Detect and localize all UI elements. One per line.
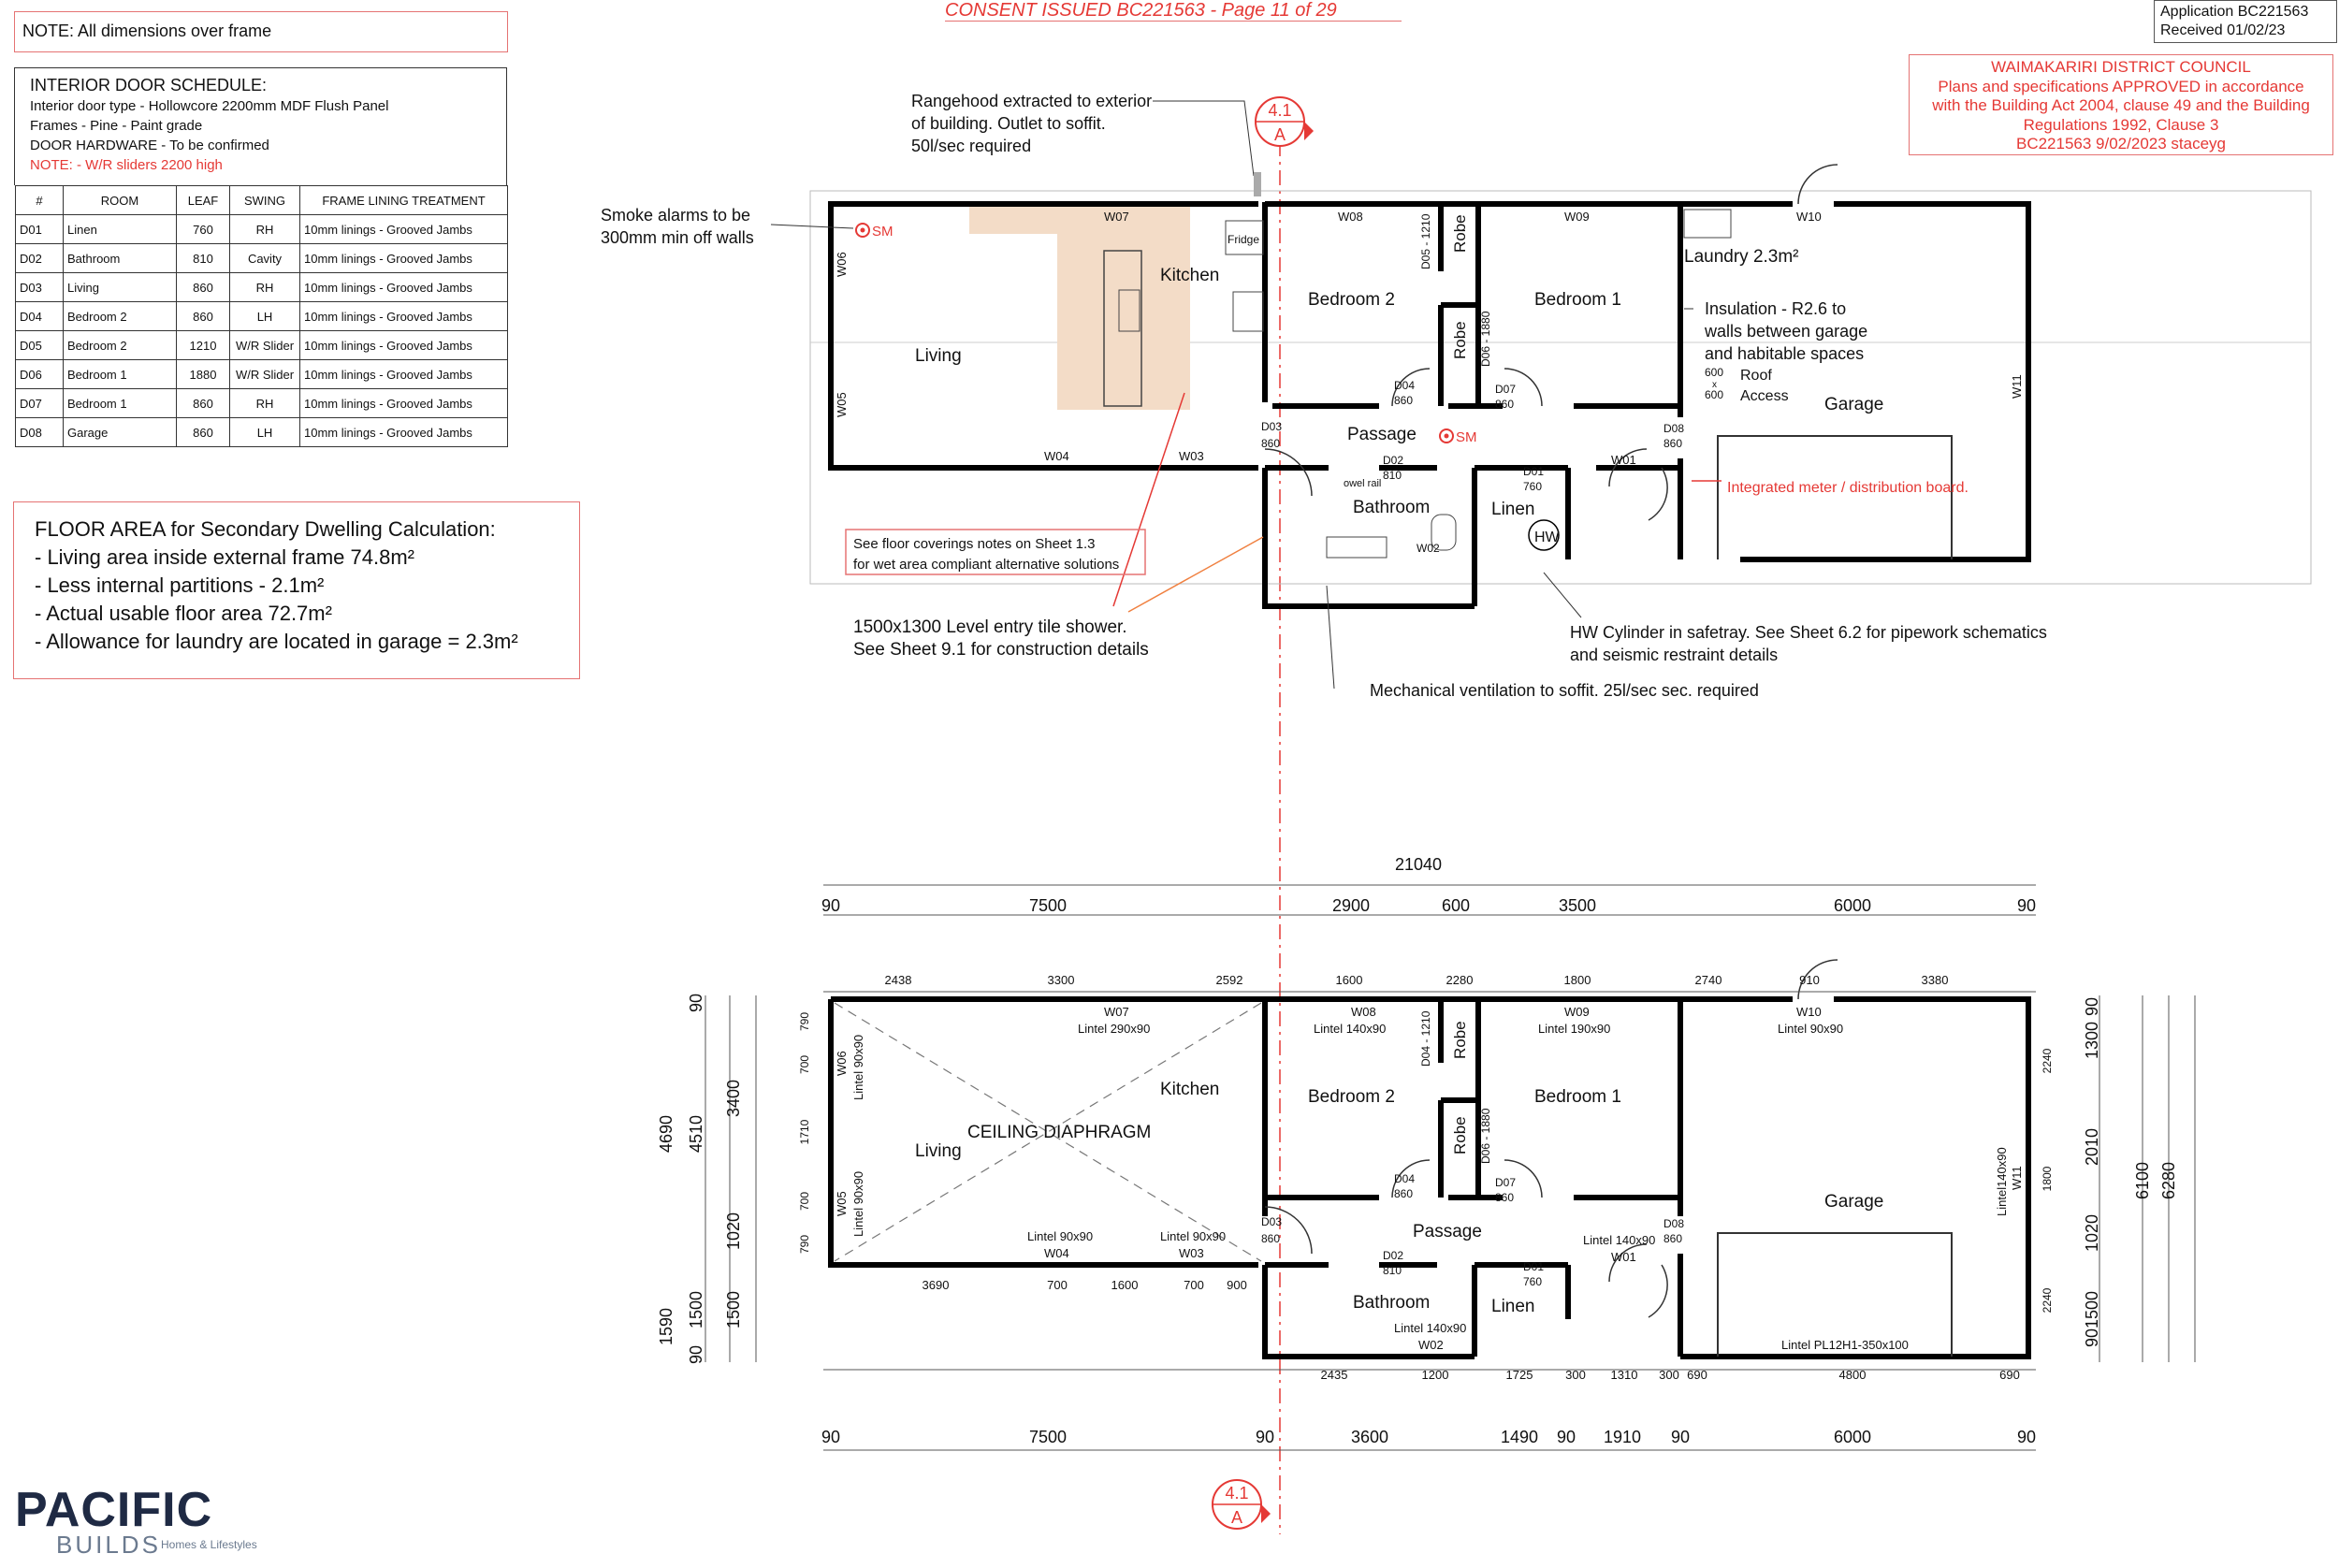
window-tag: W05 [835, 1191, 849, 1216]
dimension-value: 3600 [1350, 1428, 1389, 1446]
roof-outline [810, 191, 2311, 584]
door-tag: 860 [1495, 1191, 1515, 1204]
dimension-value: 700 [1184, 1278, 1204, 1292]
leader-orange [1128, 537, 1263, 612]
stair-shading [1057, 234, 1190, 410]
cell: 760 [177, 215, 230, 244]
cell: 10mm linings - Grooved Jambs [300, 273, 508, 302]
door-tag: D04 - 1210 [1419, 1010, 1432, 1067]
door-tag: D08 [1663, 422, 1685, 435]
dimension-value: 2240 [2041, 1048, 2054, 1074]
dimension-value: 90 [2083, 996, 2101, 1017]
rangehood-note: Rangehood extracted to exterior [911, 92, 1153, 110]
hw-label: HW [1534, 530, 1560, 545]
cell: W/R Slider [230, 360, 300, 389]
lintel-tag: Lintel 90x90 [1778, 1022, 1844, 1036]
cell: Bedroom 2 [64, 302, 177, 331]
dimension-value: 6280 [2159, 1161, 2178, 1200]
dimension-value: 2900 [1331, 896, 1371, 915]
room-label-robe: Robe [1451, 321, 1469, 359]
insulation-note: and habitable spaces [1705, 344, 1865, 363]
dimension-value: 3500 [1558, 896, 1597, 915]
window-tag: W02 [1418, 1338, 1444, 1352]
dimension-value: 700 [798, 1191, 811, 1212]
window-tag: W04 [1044, 1246, 1069, 1260]
window-tag: W01 [1611, 453, 1636, 467]
room-label-bathroom: Bathroom [1353, 1293, 1431, 1313]
dimension-value: 90 [2083, 1328, 2101, 1348]
floor-area-line: - Actual usable floor area 72.7m² [35, 602, 332, 625]
door-swing [1798, 165, 1838, 204]
floor-area-line: - Living area inside external frame 74.8m² [35, 545, 414, 569]
cell: D07 [16, 389, 64, 418]
section-letter: A [1273, 125, 1286, 144]
room-label-robe: Robe [1451, 1021, 1469, 1059]
room-label-linen: Linen [1491, 1297, 1535, 1316]
smoke-alarm-icon [1445, 434, 1449, 439]
dimension-total: 21040 [1394, 855, 1443, 874]
floor-area-title: FLOOR AREA for Secondary Dwelling Calculation: [35, 517, 496, 541]
cell: 860 [177, 273, 230, 302]
door-tag: D02 [1383, 1249, 1404, 1262]
door-tag: 860 [1495, 398, 1515, 411]
lintel-tag: Lintel 190x90 [1538, 1022, 1611, 1036]
dimension-value: 1500 [724, 1290, 743, 1329]
section-letter: A [1230, 1508, 1243, 1527]
cell: Bedroom 2 [64, 331, 177, 360]
dimension-value: 90 [821, 1428, 841, 1446]
cell: 10mm linings - Grooved Jambs [300, 244, 508, 273]
cell: D02 [16, 244, 64, 273]
hw-note: HW Cylinder in safetray. See Sheet 6.2 for pipework schematics [1570, 623, 2047, 642]
dimension-value: 4510 [687, 1114, 705, 1154]
insulation-note: Insulation - R2.6 to [1705, 299, 1847, 318]
cell: Garage [64, 418, 177, 447]
room-label-kitchen: Kitchen [1160, 266, 1220, 285]
lintel-tag: Lintel 90x90 [1027, 1229, 1094, 1243]
cell: 10mm linings - Grooved Jambs [300, 215, 508, 244]
logo-word-pacific: PACIFIC [15, 1483, 213, 1537]
room-label-garage: Garage [1824, 1192, 1884, 1212]
cell: 860 [177, 302, 230, 331]
door-tag: 860 [1663, 1232, 1683, 1245]
dimension-value: 690 [1687, 1368, 1707, 1382]
door-tag: D06 - 1880 [1479, 311, 1492, 367]
room-label-passage: Passage [1347, 425, 1416, 444]
window-tag: W09 [1564, 1005, 1590, 1019]
door-tag: D04 [1394, 379, 1416, 392]
floor-coverings-note: See floor coverings notes on Sheet 1.3 [853, 536, 1096, 552]
cell: W/R Slider [230, 331, 300, 360]
dimension-value: 90 [687, 993, 705, 1013]
lintel-tag: Lintel 290x90 [1078, 1022, 1151, 1036]
stamp-line: Plans and specifications APPROVED in accordance [1938, 77, 2304, 95]
door-tag: D05 - 1210 [1419, 213, 1432, 269]
window-tag: W07 [1104, 210, 1129, 224]
vanity-icon [1327, 537, 1387, 558]
roof-access-note: Roof [1740, 368, 1772, 384]
floor-coverings-note: for wet area compliant alternative solutions [853, 557, 1120, 573]
room-label-bedroom1: Bedroom 1 [1534, 290, 1621, 310]
dimension-value: 2240 [2041, 1287, 2054, 1314]
section-marker-bottom [1213, 1480, 1271, 1529]
window-tag: W04 [1044, 449, 1069, 463]
door-schedule-note: NOTE: - W/R sliders 2200 high [30, 157, 223, 173]
dimension-value: 90 [1255, 1428, 1275, 1446]
mech-vent-note: Mechanical ventilation to soffit. 25l/sec sec. required [1370, 681, 1759, 700]
door-swing [1649, 1265, 1667, 1317]
dimension-value: 2438 [884, 973, 912, 987]
door-tag: D04 [1394, 1172, 1416, 1185]
lintel-tag: Lintel 140x90 [1314, 1022, 1387, 1036]
lintel-tag: Lintel 90x90 [1160, 1229, 1227, 1243]
dimension-value: 1600 [1335, 973, 1363, 987]
towel-rail-label: owel rail [1344, 478, 1382, 489]
window-tag: W01 [1611, 1250, 1636, 1264]
window-tag: W10 [1796, 1005, 1822, 1019]
window-tag: W07 [1104, 1005, 1129, 1019]
dimension-value: 90 [2016, 896, 2037, 915]
dimension-value: 600 [1441, 896, 1471, 915]
note-text: NOTE: All dimensions over frame [22, 22, 272, 40]
cell: 860 [177, 418, 230, 447]
cell: D04 [16, 302, 64, 331]
window-tag: W06 [835, 1051, 849, 1076]
dimension-value: 1020 [724, 1212, 743, 1251]
window-tag: W08 [1338, 210, 1363, 224]
stamp-line: WAIMAKARIRI DISTRICT COUNCIL [1991, 58, 2251, 76]
wall [831, 204, 1258, 468]
dimension-value: 4800 [1838, 1368, 1867, 1382]
dimension-value: 6100 [2133, 1161, 2152, 1200]
cell: D05 [16, 331, 64, 360]
window-tag: W06 [835, 252, 849, 277]
application-received: Received 01/02/23 [2160, 22, 2286, 38]
dimension-value: 1020 [2083, 1213, 2101, 1253]
dimension-value: 1600 [1111, 1278, 1139, 1292]
leader [771, 225, 853, 228]
room-label-robe: Robe [1451, 1116, 1469, 1154]
dimension-value: 1910 [1603, 1428, 1642, 1446]
shower-note: 1500x1300 Level entry tile shower. [853, 617, 1127, 637]
wall [1680, 999, 2028, 1357]
cell: 10mm linings - Grooved Jambs [300, 389, 508, 418]
cell: RH [230, 389, 300, 418]
stamp-line: BC221563 9/02/2023 staceyg [2015, 135, 2226, 152]
smoke-alarm-label: SM [1456, 429, 1477, 445]
meter-note: Integrated meter / distribution board. [1727, 480, 1969, 496]
leader [1327, 586, 1334, 689]
cell: 1210 [177, 331, 230, 360]
room-label-living: Living [915, 346, 962, 366]
section-number: 4.1 [1268, 101, 1292, 120]
door-tag: D07 [1495, 383, 1517, 396]
roof-access-size: 600 [1705, 366, 1724, 379]
door-tag: 860 [1261, 1232, 1281, 1245]
cell: D01 [16, 215, 64, 244]
door-tag: 810 [1383, 469, 1402, 482]
room-label-bathroom: Bathroom [1353, 498, 1431, 517]
room-label-bedroom1: Bedroom 1 [1534, 1087, 1621, 1107]
door-tag: 760 [1523, 480, 1543, 493]
smoke-note: Smoke alarms to be [601, 206, 751, 225]
door-schedule-title: INTERIOR DOOR SCHEDULE: [30, 76, 268, 94]
door-tag: 860 [1394, 394, 1414, 407]
room-label-living: Living [915, 1141, 962, 1161]
room-label-passage: Passage [1413, 1222, 1482, 1241]
col-header: ROOM [64, 186, 177, 215]
dimension-value: 1800 [2041, 1166, 2054, 1192]
door-schedule-line: Frames - Pine - Paint grade [30, 118, 203, 134]
lintel-tag: Lintel 90x90 [851, 1034, 865, 1100]
cell: Living [64, 273, 177, 302]
window-tag: W03 [1179, 1246, 1204, 1260]
dimension-value: 1500 [687, 1290, 705, 1329]
dimension-value: 2592 [1215, 973, 1243, 987]
leader [1153, 101, 1254, 176]
door-tag: 810 [1383, 1264, 1402, 1277]
window-tag: W03 [1179, 449, 1204, 463]
leader [1544, 573, 1581, 617]
door-tag: D07 [1495, 1176, 1517, 1189]
dimension-value: 3690 [922, 1278, 950, 1292]
door-tag: 860 [1261, 437, 1281, 450]
dimension-value: 790 [798, 1011, 811, 1032]
cell: Cavity [230, 244, 300, 273]
cell: Bedroom 1 [64, 389, 177, 418]
cell: 10mm linings - Grooved Jambs [300, 418, 508, 447]
room-label-bedroom2: Bedroom 2 [1308, 290, 1395, 310]
smoke-note: 300mm min off walls [601, 228, 754, 247]
door-schedule-line: Interior door type - Hollowcore 2200mm MDF Flush Panel [30, 98, 389, 114]
stamp-line: with the Building Act 2004, clause 49 and the Building [1932, 96, 2310, 114]
door-swing [1265, 1207, 1312, 1254]
upper-floor-plan [771, 97, 2311, 689]
laundry-tub-icon [1684, 210, 1731, 238]
fridge-label: Fridge [1228, 233, 1260, 246]
door-tag: D03 [1261, 420, 1283, 433]
cell: Bathroom [64, 244, 177, 273]
dimension-value: 1800 [1563, 973, 1591, 987]
rangehood-note: 50l/sec required [911, 137, 1032, 155]
door-swing [1649, 468, 1667, 520]
dimension-value: 2435 [1320, 1368, 1348, 1382]
lintel-tag: Lintel 140x90 [1583, 1233, 1656, 1247]
cell: 10mm linings - Grooved Jambs [300, 302, 508, 331]
window-tag: W11 [2010, 1166, 2024, 1190]
door-swing [1265, 449, 1312, 496]
room-label-kitchen: Kitchen [1160, 1080, 1220, 1099]
dimension-value: 3300 [1047, 973, 1075, 987]
dimension-value: 7500 [1028, 1428, 1068, 1446]
dimension-value: 90 [2016, 1428, 2037, 1446]
dimension-value: 1310 [1610, 1368, 1638, 1382]
stair-shading [969, 206, 1190, 234]
dimension-value: 700 [1047, 1278, 1068, 1292]
lintel-tag: Lintel PL12H1-350x100 [1781, 1338, 1909, 1352]
cell: LH [230, 302, 300, 331]
dimension-value: 690 [1999, 1368, 2020, 1382]
cell: 10mm linings - Grooved Jambs [300, 360, 508, 389]
smoke-alarm-label: SM [872, 224, 893, 240]
col-header: FRAME LINING TREATMENT [300, 186, 508, 215]
cell: Bedroom 1 [64, 360, 177, 389]
floor-area-line: - Less internal partitions - 2.1m² [35, 573, 325, 597]
dimension-value: 6000 [1833, 896, 1872, 915]
door-tag: D02 [1383, 454, 1404, 467]
dimension-lines [705, 885, 2195, 1450]
dimension-value: 3400 [724, 1079, 743, 1118]
application-number: Application BC221563 [2160, 4, 2309, 20]
consent-banner: CONSENT ISSUED BC221563 - Page 11 of 29 [945, 0, 1337, 21]
window-tag: W10 [1796, 210, 1822, 224]
cell: D03 [16, 273, 64, 302]
ceiling-diaphragm-label: CEILING DIAPHRAGM [967, 1123, 1152, 1142]
window-tag: W02 [1416, 542, 1440, 555]
door-tag: 860 [1394, 1187, 1414, 1200]
cell: 10mm linings - Grooved Jambs [300, 331, 508, 360]
room-label-laundry: Laundry 2.3m² [1684, 247, 1799, 267]
dimension-value: 1200 [1421, 1368, 1449, 1382]
door-tag: D06 - 1880 [1479, 1108, 1492, 1164]
window-tag: W08 [1351, 1005, 1376, 1019]
dimension-value: 2740 [1694, 973, 1722, 987]
lintel-tag: Lintel140x90 [1995, 1147, 2009, 1216]
room-label-robe: Robe [1451, 214, 1469, 253]
shower-note: See Sheet 9.1 for construction details [853, 640, 1149, 660]
dimension-value: 1725 [1505, 1368, 1533, 1382]
floor-area-line: - Allowance for laundry are located in garage = 2.3m² [35, 630, 518, 653]
cell: RH [230, 273, 300, 302]
section-arrow-icon [1261, 1504, 1271, 1523]
logo-tagline: Homes & Lifestyles [161, 1538, 257, 1551]
garage-door [1718, 436, 1952, 559]
hw-note: and seismic restraint details [1570, 646, 1779, 664]
door-tag: D01 [1523, 465, 1545, 478]
door-tag: 860 [1663, 437, 1683, 450]
roof-access-note: Access [1740, 388, 1789, 404]
rangehood-duct-icon [1254, 172, 1261, 196]
dimension-value: 900 [1227, 1278, 1247, 1292]
dimension-value: 1300 [2083, 1021, 2101, 1060]
room-label-bedroom2: Bedroom 2 [1308, 1087, 1395, 1107]
leaders [771, 101, 1693, 689]
dimension-value: 2280 [1446, 973, 1474, 987]
dimension-value: 1590 [657, 1307, 676, 1346]
dimension-value: 2010 [2083, 1127, 2101, 1167]
cell: D06 [16, 360, 64, 389]
room-label-linen: Linen [1491, 500, 1535, 519]
dimension-value: 910 [1799, 973, 1820, 987]
dimension-value: 300 [1565, 1368, 1586, 1382]
door-tag: D08 [1663, 1217, 1685, 1230]
section-number: 4.1 [1225, 1484, 1249, 1503]
dimension-value: 700 [798, 1054, 811, 1075]
door-tag: D03 [1261, 1215, 1283, 1228]
cell: RH [230, 215, 300, 244]
window-tag: W09 [1564, 210, 1590, 224]
cell: D08 [16, 418, 64, 447]
cell: 860 [177, 389, 230, 418]
dimension-value: 90 [1670, 1428, 1691, 1446]
col-header: # [16, 186, 64, 215]
dimension-value: 1490 [1500, 1428, 1539, 1446]
lower-floor-plan [657, 855, 2195, 1529]
dimension-value: 4690 [657, 1114, 676, 1154]
insulation-note: walls between garage [1705, 322, 1868, 341]
stamp-line: Regulations 1992, Clause 3 [2023, 115, 2219, 134]
door-schedule-line: DOOR HARDWARE - To be confirmed [30, 138, 269, 153]
dimension-text [821, 1428, 2036, 1446]
dimension-value: 6000 [1833, 1428, 1872, 1446]
window-tag: W05 [835, 392, 849, 417]
col-header: LEAF [177, 186, 230, 215]
dimension-value: 90 [821, 896, 841, 915]
cell: 810 [177, 244, 230, 273]
roof-access-size: x [1712, 380, 1717, 390]
window-tag: W11 [2010, 374, 2024, 399]
smoke-alarm-icon [861, 228, 865, 233]
dimension-value: 7500 [1028, 896, 1068, 915]
rangehood-note: of building. Outlet to soffit. [911, 114, 1106, 133]
door-tag: D01 [1523, 1260, 1545, 1273]
cell: 1880 [177, 360, 230, 389]
dimension-value: 1500 [2083, 1290, 2101, 1329]
dimension-value: 790 [798, 1234, 811, 1255]
dimension-value: 300 [1659, 1368, 1679, 1382]
col-header: SWING [230, 186, 300, 215]
dimension-value: 3380 [1921, 973, 1949, 987]
cell: LH [230, 418, 300, 447]
section-arrow-icon [1304, 122, 1314, 140]
door-tag: 760 [1523, 1275, 1543, 1288]
dimension-value: 90 [1556, 1428, 1576, 1446]
dimension-value: 1710 [798, 1119, 811, 1145]
dimension-value: 90 [687, 1344, 705, 1365]
lintel-tag: Lintel 90x90 [851, 1170, 865, 1237]
cooktop-icon [1233, 292, 1263, 331]
company-logo [15, 1482, 277, 1557]
section-marker-top [1256, 97, 1314, 146]
room-label-garage: Garage [1824, 395, 1884, 414]
roof-access-size: 600 [1705, 388, 1724, 401]
lintel-tag: Lintel 140x90 [1394, 1321, 1467, 1335]
logo-word-builds: BUILDS [56, 1531, 161, 1559]
cell: Linen [64, 215, 177, 244]
